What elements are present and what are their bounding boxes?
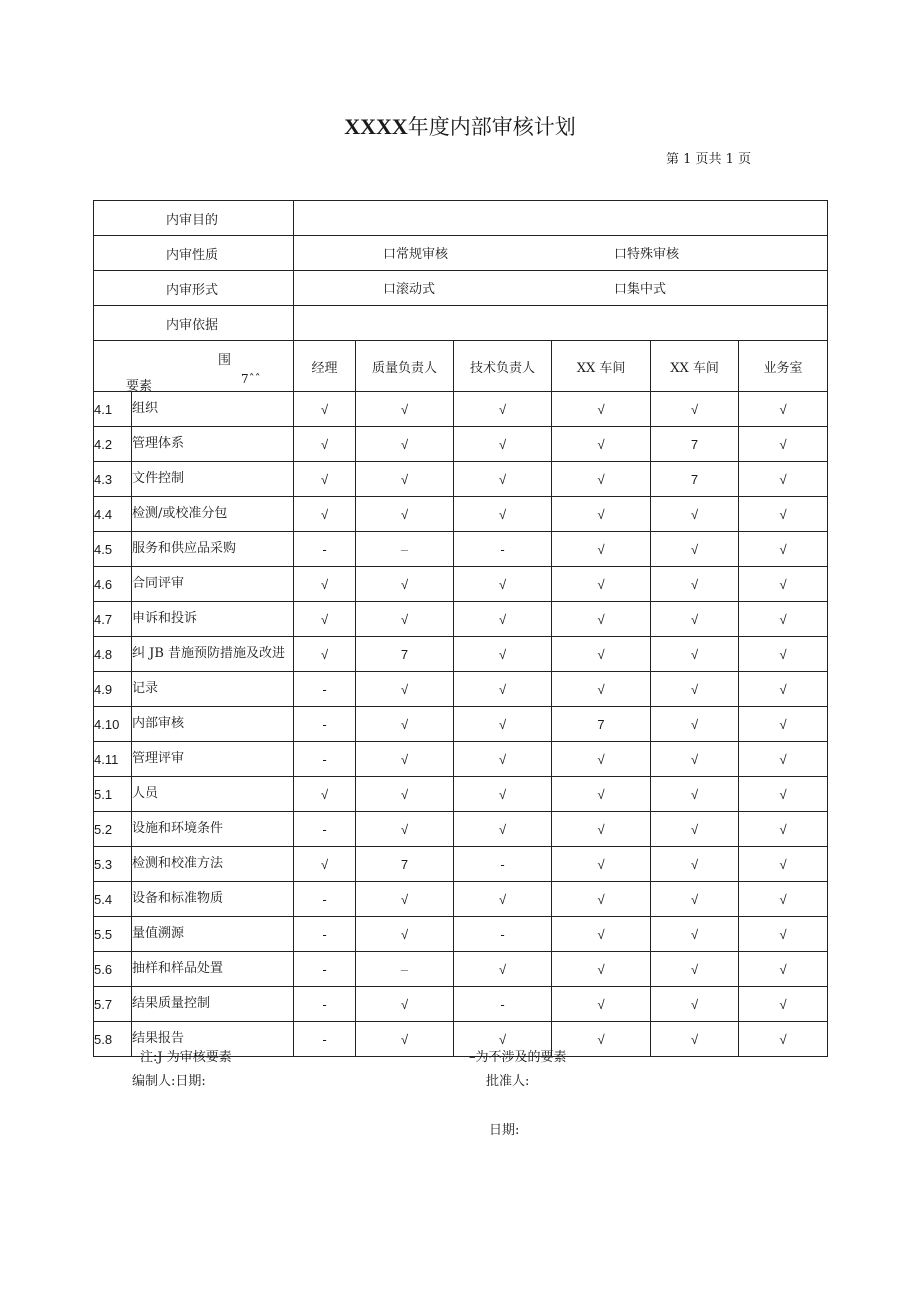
clause-number: 4.8 bbox=[94, 637, 132, 672]
audit-mark: √ bbox=[739, 427, 828, 462]
header-corner bbox=[94, 341, 294, 392]
audit-mark: √ bbox=[651, 847, 739, 882]
info-row-basis bbox=[94, 306, 828, 341]
audit-mark: √ bbox=[294, 602, 356, 637]
audit-mark: √ bbox=[356, 602, 454, 637]
audit-mark: √ bbox=[739, 637, 828, 672]
audit-mark: - bbox=[454, 987, 552, 1022]
audit-mark: √ bbox=[651, 567, 739, 602]
audit-mark: √ bbox=[356, 462, 454, 497]
audit-mark: - bbox=[294, 952, 356, 987]
clause-name: 检测/或校准分包 bbox=[132, 497, 294, 532]
clause-name: 量值溯源 bbox=[132, 917, 294, 952]
title-text: 年度内部审核计划 bbox=[407, 115, 576, 139]
clause-name: 管理评审 bbox=[132, 742, 294, 777]
table-row bbox=[94, 987, 828, 1022]
audit-mark: - bbox=[454, 917, 552, 952]
audit-mark: 7 bbox=[651, 427, 739, 462]
audit-mark: √ bbox=[739, 777, 828, 812]
audit-mark: √ bbox=[552, 917, 651, 952]
clause-name: 申诉和投诉 bbox=[132, 602, 294, 637]
clause-name: 合同评审 bbox=[132, 567, 294, 602]
audit-mark: √ bbox=[454, 602, 552, 637]
audit-mark: √ bbox=[356, 497, 454, 532]
audit-mark: √ bbox=[552, 952, 651, 987]
col-header-workshop-1: XX 车间 bbox=[552, 341, 651, 392]
col-header-tech-lead: 技术负责人 bbox=[454, 341, 552, 392]
clause-name: 记录 bbox=[132, 672, 294, 707]
audit-mark: √ bbox=[294, 567, 356, 602]
audit-mark: √ bbox=[356, 742, 454, 777]
audit-mark: √ bbox=[552, 532, 651, 567]
audit-mark: – bbox=[356, 532, 454, 567]
audit-mark: √ bbox=[552, 567, 651, 602]
clause-number: 4.5 bbox=[94, 532, 132, 567]
audit-mark: √ bbox=[552, 672, 651, 707]
audit-mark: √ bbox=[651, 742, 739, 777]
audit-mark: √ bbox=[651, 1022, 739, 1057]
clause-name: 结果报告 bbox=[132, 1022, 294, 1057]
info-label: 内审目的 bbox=[94, 201, 294, 236]
audit-mark: √ bbox=[651, 882, 739, 917]
legend-check: 注:J 为审核要素 bbox=[140, 1050, 232, 1065]
clause-number: 4.6 bbox=[94, 567, 132, 602]
audit-mark: 7 bbox=[651, 462, 739, 497]
legend-dash: –为不涉及的要素 bbox=[469, 1050, 567, 1065]
title-prefix: XXXX bbox=[344, 114, 408, 139]
audit-mark: - bbox=[294, 1022, 356, 1057]
prepared-by-date: 编制人:日期: bbox=[132, 1074, 206, 1089]
audit-mark: √ bbox=[356, 427, 454, 462]
audit-mark: √ bbox=[739, 1022, 828, 1057]
audit-mark: √ bbox=[454, 637, 552, 672]
audit-mark: √ bbox=[294, 497, 356, 532]
audit-mark: √ bbox=[552, 392, 651, 427]
audit-mark: - bbox=[294, 672, 356, 707]
audit-mark: √ bbox=[651, 777, 739, 812]
clause-name: 设施和环境条件 bbox=[132, 812, 294, 847]
audit-mark: - bbox=[294, 707, 356, 742]
audit-mark: √ bbox=[356, 1022, 454, 1057]
col-header-workshop-2: XX 车间 bbox=[651, 341, 739, 392]
clause-number: 5.8 bbox=[94, 1022, 132, 1057]
audit-mark: √ bbox=[739, 497, 828, 532]
table-row bbox=[94, 707, 828, 742]
audit-mark: √ bbox=[651, 672, 739, 707]
audit-mark: √ bbox=[356, 987, 454, 1022]
clause-name: 设备和标准物质 bbox=[132, 882, 294, 917]
audit-mark: √ bbox=[552, 882, 651, 917]
corner-right-label: 7ˆˆ bbox=[241, 372, 261, 386]
audit-mark: √ bbox=[552, 462, 651, 497]
clause-name: 人员 bbox=[132, 777, 294, 812]
clause-name: 检测和校准方法 bbox=[132, 847, 294, 882]
audit-mark: √ bbox=[739, 847, 828, 882]
audit-mark: √ bbox=[739, 707, 828, 742]
audit-mark: √ bbox=[454, 882, 552, 917]
audit-mark: - bbox=[454, 532, 552, 567]
audit-mark: √ bbox=[454, 672, 552, 707]
table-row bbox=[94, 777, 828, 812]
clause-number: 5.1 bbox=[94, 777, 132, 812]
audit-mark: √ bbox=[552, 847, 651, 882]
audit-mark: √ bbox=[552, 602, 651, 637]
audit-mark: √ bbox=[739, 392, 828, 427]
audit-mark: √ bbox=[454, 462, 552, 497]
clause-number: 5.2 bbox=[94, 812, 132, 847]
audit-mark: √ bbox=[356, 672, 454, 707]
audit-mark: √ bbox=[356, 777, 454, 812]
clause-number: 5.7 bbox=[94, 987, 132, 1022]
header-row bbox=[94, 341, 828, 392]
audit-mark: √ bbox=[739, 987, 828, 1022]
table-row bbox=[94, 812, 828, 847]
audit-mark: √ bbox=[651, 812, 739, 847]
info-row-form bbox=[94, 271, 828, 306]
page-number: 第 1 页共 1 页 bbox=[666, 152, 752, 167]
audit-mark: - bbox=[294, 882, 356, 917]
audit-mark: √ bbox=[739, 742, 828, 777]
info-label: 内审依据 bbox=[94, 306, 294, 341]
checkbox-centralized[interactable]: 口集中式 bbox=[614, 282, 667, 297]
audit-mark: √ bbox=[356, 812, 454, 847]
audit-mark: 7 bbox=[356, 847, 454, 882]
clause-name: 抽样和样品处置 bbox=[132, 952, 294, 987]
audit-mark: √ bbox=[294, 637, 356, 672]
audit-plan-table bbox=[93, 200, 828, 1057]
clause-name: 组织 bbox=[132, 392, 294, 427]
clause-number: 4.7 bbox=[94, 602, 132, 637]
clause-number: 4.1 bbox=[94, 392, 132, 427]
clause-number: 4.2 bbox=[94, 427, 132, 462]
table-row bbox=[94, 882, 828, 917]
table-row bbox=[94, 497, 828, 532]
table-row bbox=[94, 427, 828, 462]
clause-number: 4.3 bbox=[94, 462, 132, 497]
audit-mark: 7 bbox=[552, 707, 651, 742]
clause-name: 内部审核 bbox=[132, 707, 294, 742]
table-row bbox=[94, 952, 828, 987]
info-value bbox=[294, 201, 828, 236]
audit-mark: √ bbox=[454, 812, 552, 847]
audit-mark: √ bbox=[552, 742, 651, 777]
audit-mark: √ bbox=[454, 952, 552, 987]
checkbox-special-audit[interactable]: 口特殊审核 bbox=[614, 247, 680, 262]
audit-mark: √ bbox=[651, 497, 739, 532]
info-options bbox=[294, 271, 828, 306]
audit-mark: √ bbox=[651, 917, 739, 952]
audit-mark: √ bbox=[552, 777, 651, 812]
audit-mark: √ bbox=[739, 812, 828, 847]
col-header-manager: 经理 bbox=[294, 341, 356, 392]
audit-mark: - bbox=[294, 812, 356, 847]
audit-mark: √ bbox=[356, 882, 454, 917]
audit-mark: - bbox=[454, 847, 552, 882]
audit-mark: √ bbox=[552, 812, 651, 847]
clause-name: 结果质量控制 bbox=[132, 987, 294, 1022]
clause-name: 文件控制 bbox=[132, 462, 294, 497]
audit-mark: √ bbox=[454, 427, 552, 462]
audit-mark: √ bbox=[356, 392, 454, 427]
clause-name: 服务和供应品采购 bbox=[132, 532, 294, 567]
audit-mark: √ bbox=[356, 917, 454, 952]
audit-mark: √ bbox=[739, 952, 828, 987]
audit-mark: √ bbox=[739, 917, 828, 952]
corner-top-label: 围 bbox=[218, 353, 232, 368]
audit-mark: √ bbox=[739, 882, 828, 917]
audit-mark: - bbox=[294, 742, 356, 777]
audit-mark: √ bbox=[552, 497, 651, 532]
audit-mark: √ bbox=[294, 777, 356, 812]
clause-number: 5.3 bbox=[94, 847, 132, 882]
audit-mark: - bbox=[294, 987, 356, 1022]
audit-mark: √ bbox=[739, 567, 828, 602]
audit-mark: √ bbox=[651, 952, 739, 987]
audit-mark: √ bbox=[651, 532, 739, 567]
info-options bbox=[294, 236, 828, 271]
clause-number: 4.9 bbox=[94, 672, 132, 707]
table-row bbox=[94, 392, 828, 427]
clause-number: 4.11 bbox=[94, 742, 132, 777]
table-row bbox=[94, 462, 828, 497]
audit-mark: √ bbox=[552, 1022, 651, 1057]
audit-mark: √ bbox=[651, 987, 739, 1022]
approved-by: 批准人: bbox=[486, 1074, 530, 1089]
audit-mark: √ bbox=[552, 637, 651, 672]
table-row bbox=[94, 532, 828, 567]
table-row bbox=[94, 672, 828, 707]
clause-number: 4.4 bbox=[94, 497, 132, 532]
audit-mark: √ bbox=[454, 392, 552, 427]
audit-mark: √ bbox=[651, 602, 739, 637]
corner-left-label: 要素 bbox=[126, 379, 153, 394]
clause-name: 管理体系 bbox=[132, 427, 294, 462]
document-title bbox=[0, 111, 920, 141]
table-row bbox=[94, 742, 828, 777]
info-row-nature bbox=[94, 236, 828, 271]
audit-mark: √ bbox=[552, 427, 651, 462]
checkbox-rolling[interactable]: 口滚动式 bbox=[383, 282, 436, 297]
info-label: 内审形式 bbox=[94, 271, 294, 306]
audit-mark: √ bbox=[739, 532, 828, 567]
audit-mark: √ bbox=[454, 742, 552, 777]
audit-mark: √ bbox=[454, 1022, 552, 1057]
audit-mark: √ bbox=[651, 392, 739, 427]
checkbox-regular-audit[interactable]: 口常规审核 bbox=[383, 247, 449, 262]
audit-mark: √ bbox=[356, 567, 454, 602]
clause-number: 4.10 bbox=[94, 707, 132, 742]
audit-mark: √ bbox=[739, 462, 828, 497]
info-value bbox=[294, 306, 828, 341]
audit-mark: √ bbox=[739, 602, 828, 637]
audit-mark: √ bbox=[454, 567, 552, 602]
clause-name: 纠 JB 昔施预防措施及改进 bbox=[132, 637, 294, 672]
clause-number: 5.4 bbox=[94, 882, 132, 917]
audit-mark: √ bbox=[294, 392, 356, 427]
info-row-purpose bbox=[94, 201, 828, 236]
table-row bbox=[94, 602, 828, 637]
audit-mark: √ bbox=[454, 497, 552, 532]
audit-mark: √ bbox=[294, 847, 356, 882]
col-header-business-office: 业务室 bbox=[739, 341, 828, 392]
audit-mark: √ bbox=[356, 707, 454, 742]
table-row bbox=[94, 917, 828, 952]
audit-mark: √ bbox=[739, 672, 828, 707]
audit-mark: - bbox=[294, 532, 356, 567]
audit-mark: √ bbox=[294, 462, 356, 497]
audit-mark: √ bbox=[454, 777, 552, 812]
audit-mark: 7 bbox=[356, 637, 454, 672]
table-row bbox=[94, 567, 828, 602]
audit-mark: √ bbox=[552, 987, 651, 1022]
clause-number: 5.6 bbox=[94, 952, 132, 987]
table-row bbox=[94, 637, 828, 672]
info-label: 内审性质 bbox=[94, 236, 294, 271]
audit-mark: - bbox=[294, 917, 356, 952]
audit-mark: √ bbox=[454, 707, 552, 742]
audit-mark: √ bbox=[294, 427, 356, 462]
audit-mark: √ bbox=[651, 637, 739, 672]
audit-mark: – bbox=[356, 952, 454, 987]
clause-number: 5.5 bbox=[94, 917, 132, 952]
approval-date: 日期: bbox=[489, 1123, 520, 1138]
audit-mark: √ bbox=[651, 707, 739, 742]
col-header-quality-lead: 质量负责人 bbox=[356, 341, 454, 392]
table-row bbox=[94, 847, 828, 882]
